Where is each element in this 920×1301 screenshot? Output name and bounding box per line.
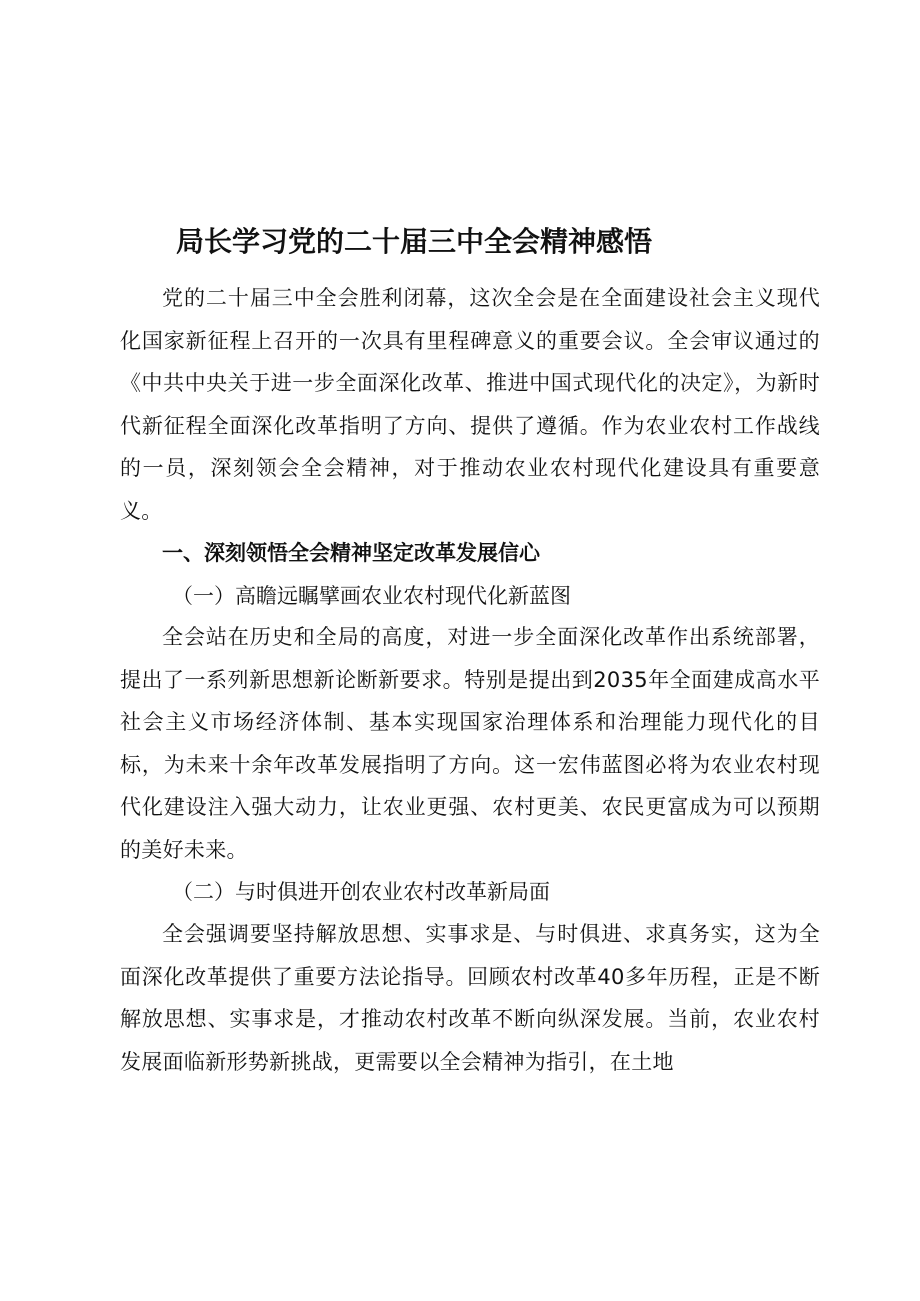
subsection-heading-1: （一）高瞻远瞩擘画农业农村现代化新蓝图 <box>172 584 571 608</box>
document-title: 局长学习党的二十届三中全会精神感悟 <box>176 225 653 258</box>
subsection-heading-2: （二）与时俱进开创农业农村改革新局面 <box>172 880 550 904</box>
subsection-paragraph-1: 全会站在历史和全局的高度，对进一步全面深化改革作出系统部署，提出了一系列新思想新论断新要求。特别是提出到2035年全面建成高水平社会主义市场经济体制、基本实现国家治理体系和治理能力现代化的目标，为未来十余年改革发展指明了方向。这一宏伟蓝图必将为农业农村现代化建设注入强大动力，让农业更强、农村更美、农民更富成为可以预期的美好未来。 <box>120 625 820 862</box>
subsection-paragraph-2: 全会强调要坚持解放思想、实事求是、与时俱进、求真务实，这为全面深化改革提供了重要方法论指导。回顾农村改革40多年历程，正是不断解放思想、实事求是，才推动农村改革不断向纵深发展。当前，农业农村发展面临新形势新挑战，更需要以全会精神为指引，在土地 <box>120 922 820 1074</box>
section-heading-1: 一、深刻领悟全会精神坚定改革发展信心 <box>162 541 540 565</box>
intro-paragraph: 党的二十届三中全会胜利闭幕，这次全会是在全面建设社会主义现代化国家新征程上召开的一次具有里程碑意义的重要会议。全会审议通过的《中共中央关于进一步全面深化改革、推进中国式现代化的决定》，为新时代新征程全面深化改革指明了方向、提供了遵循。作为农业农村工作战线的一员，深刻领会全会精神，对于推动农业农村现代化建设具有重要意义。 <box>120 286 820 523</box>
